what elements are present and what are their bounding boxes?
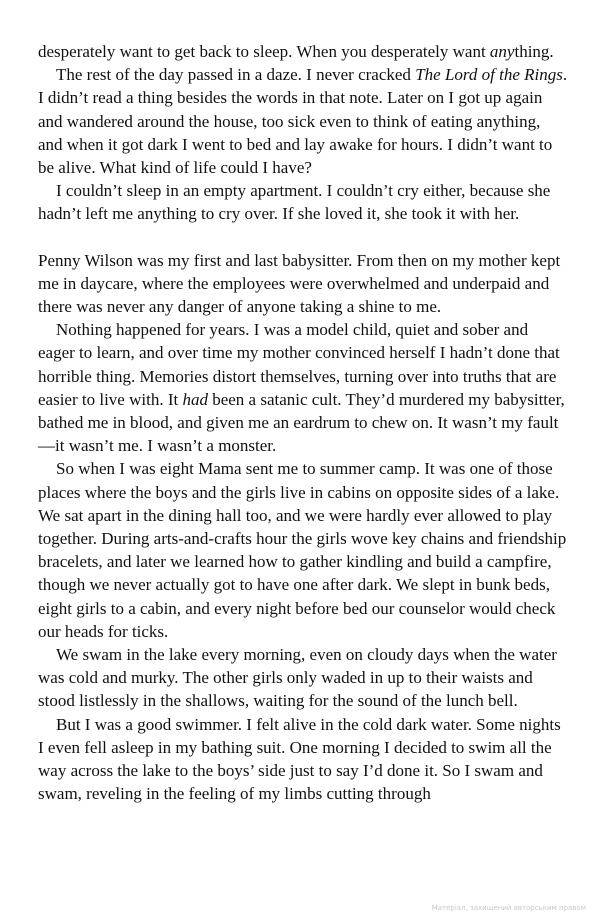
section-break	[38, 226, 568, 249]
text-run: We swam in the lake every morning, even on cloudy days when the water was cold and murky. The other girls only waded in up to their waists and stood listlessly in the shallows, waiting for the sound of the lunch bell.	[38, 645, 557, 711]
text-run: But I was a good swimmer. I felt alive in the cold dark water. Some nights I even fell asleep in my bathing suit. One morning I decided to swim all the way across the lake to the boys’ side just to say I’d done it. So I swam and swam, reveling in the feeling of my limbs cutting through	[38, 714, 561, 804]
text-run: been a satanic cult. They’d murdered my babysitter, bathed me in blood, and given me an eardrum to chew on. It wasn’t my fault—it wasn’t me. I wasn’t a monster.	[38, 389, 565, 456]
paragraph	[38, 318, 568, 457]
text-run: . I didn’t read a thing besides the words in that note. Later on I got up again and wandered around the house, too sick even to think of eating anything, and when it got dark I went to bed and lay awake for hours. I didn’t want to be alive. What kind of life could I have?	[38, 65, 568, 178]
text-run: thing.	[514, 42, 554, 61]
paragraph	[38, 713, 568, 806]
copyright-watermark: Матеріал, захищений авторським правом	[431, 904, 586, 912]
paragraph	[38, 179, 568, 225]
text-run: Nothing happened for years. I was a model child, quiet and sober and eager to learn, and over time my mother convinced herself I hadn’t done that horrible thing. Memories distort themselves, turning over into truths that are easier to live with. It	[38, 320, 560, 409]
text-run: Penny Wilson was my first and last babysitter. From then on my mother kept me in daycare, where the employees were overwhelmed and underpaid and there was never any danger of anyone taking a shine to me.	[38, 250, 561, 317]
text-run: The rest of the day passed in a daze. I never cracked	[56, 65, 416, 85]
text-run: I couldn’t sleep in an empty apartment. I couldn’t cry either, because she hadn’t left me anything to cry over. If she loved it, she took it with her.	[38, 181, 551, 224]
paragraph-continuation	[38, 40, 568, 63]
italic-run: had	[182, 389, 208, 409]
paragraph	[38, 63, 568, 179]
italic-run: The Lord of the Rings	[415, 65, 563, 85]
italic-run: any	[489, 42, 515, 61]
text-run: desperately want to get back to sleep. When you desperately want	[38, 42, 490, 61]
book-page	[38, 40, 568, 806]
paragraph	[38, 457, 568, 643]
text-run: So when I was eight Mama sent me to summer camp. It was one of those places where the boys and the girls live in cabins on opposite sides of a lake. We sat apart in the dining hall too, and we were hardly ever allowed to play together. During arts-and-crafts hour the girls wove key chains and friendship bracelets, and later we learned how to gather kindling and build a campfire, though we never actually got to have one after dark. We slept in bunk beds, eight girls to a cabin, and every night before bed our counselor would check our heads for ticks.	[38, 459, 567, 641]
paragraph	[38, 643, 568, 713]
paragraph-section-start	[38, 249, 568, 319]
